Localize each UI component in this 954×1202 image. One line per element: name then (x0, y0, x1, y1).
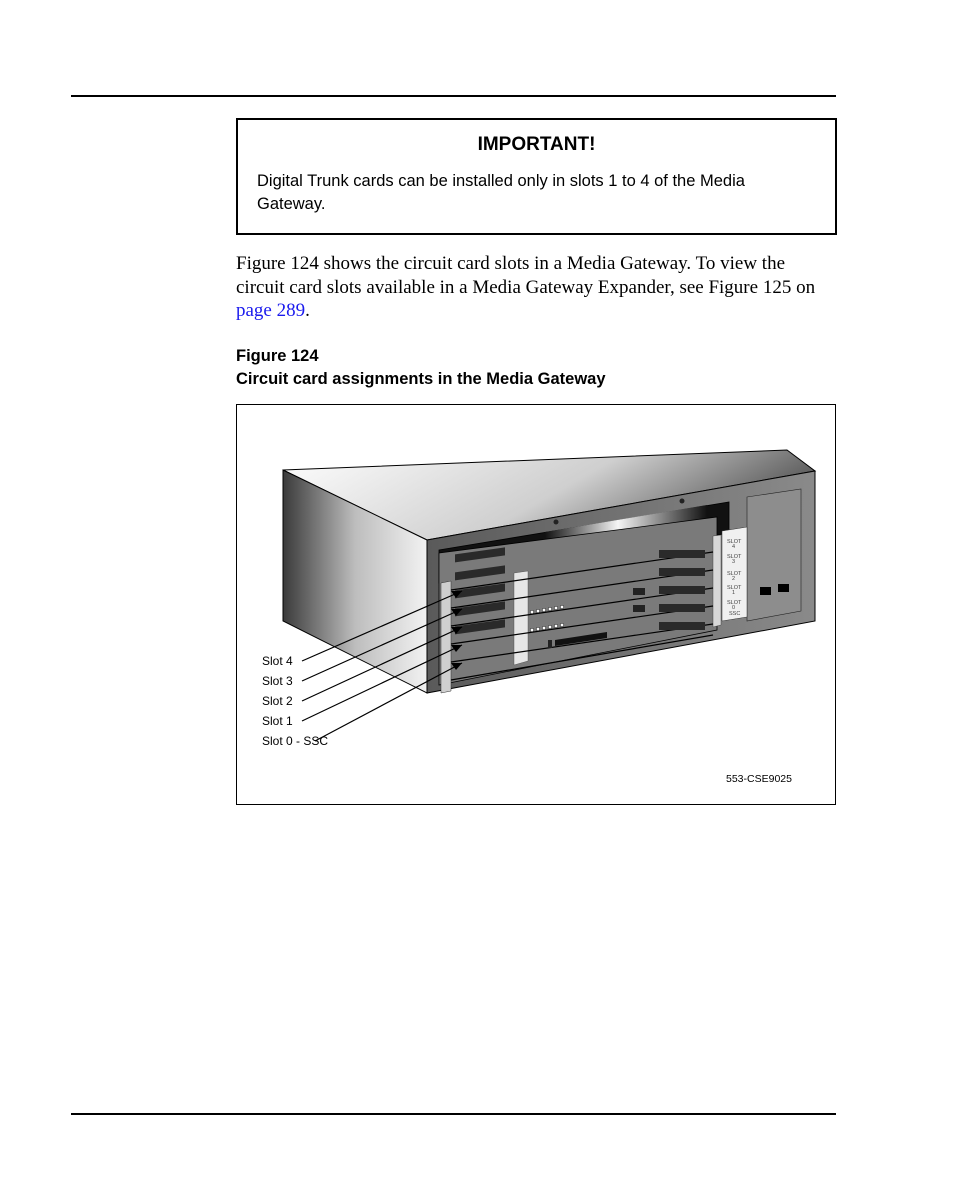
bottom-rule (71, 1113, 836, 1115)
slot-label: SLOT (727, 571, 742, 577)
callout-slot-2: Slot 2 (262, 694, 293, 708)
slot-label: SLOT (727, 600, 742, 606)
callout-slot-4: Slot 4 (262, 654, 293, 668)
latch-icon (659, 622, 705, 630)
port-icon (633, 605, 645, 612)
callout-slot-1: Slot 1 (262, 714, 293, 728)
slot-label: 0 (732, 605, 736, 611)
slot-label: SLOT (727, 539, 742, 545)
important-title: IMPORTANT! (477, 134, 596, 155)
slot-label: 2 (732, 576, 736, 582)
latch-icon (659, 568, 705, 576)
switch-icon (760, 587, 771, 595)
figure-number: Figure 124 (236, 347, 319, 365)
figure-title: Circuit card assignments in the Media Gateway (236, 370, 606, 388)
important-notice (236, 118, 837, 235)
screw-icon (680, 499, 685, 504)
slot-label: 1 (732, 590, 736, 596)
slot-label: 4 (732, 544, 736, 550)
paragraph-end: . (305, 300, 310, 321)
callout-slot-0-ssc: Slot 0 - SSC (262, 734, 329, 748)
port-icon (633, 588, 645, 595)
screw-icon (554, 520, 559, 525)
important-body: Digital Trunk cards can be installed only in slots 1 to 4 of the Media Gateway. (257, 172, 745, 213)
page-link[interactable]: page 289 (236, 300, 306, 321)
latch-icon (659, 604, 705, 612)
slot-label: SSC (729, 611, 741, 617)
latch-icon (659, 586, 705, 594)
top-rule (71, 95, 836, 97)
figure-frame (236, 404, 836, 805)
latch-icon (659, 550, 705, 558)
paragraph-text: Figure 124 shows the circuit card slots in a Media Gateway. To view the circuit card slots available in a Media Gateway Expander, see Figure 125 on (236, 253, 816, 298)
slot-divider (713, 535, 721, 627)
figure-code: 553-CSE9025 (726, 773, 792, 785)
switch-icon (778, 584, 789, 592)
slot-label: 3 (732, 559, 736, 565)
ssc-button-icon (548, 640, 552, 648)
callout-slot-3: Slot 3 (262, 674, 293, 688)
slot-label: SLOT (727, 554, 742, 560)
slot-label: SLOT (727, 585, 742, 591)
right-panel (747, 489, 801, 621)
media-gateway-illustration (237, 405, 835, 804)
body-paragraph (236, 252, 836, 323)
